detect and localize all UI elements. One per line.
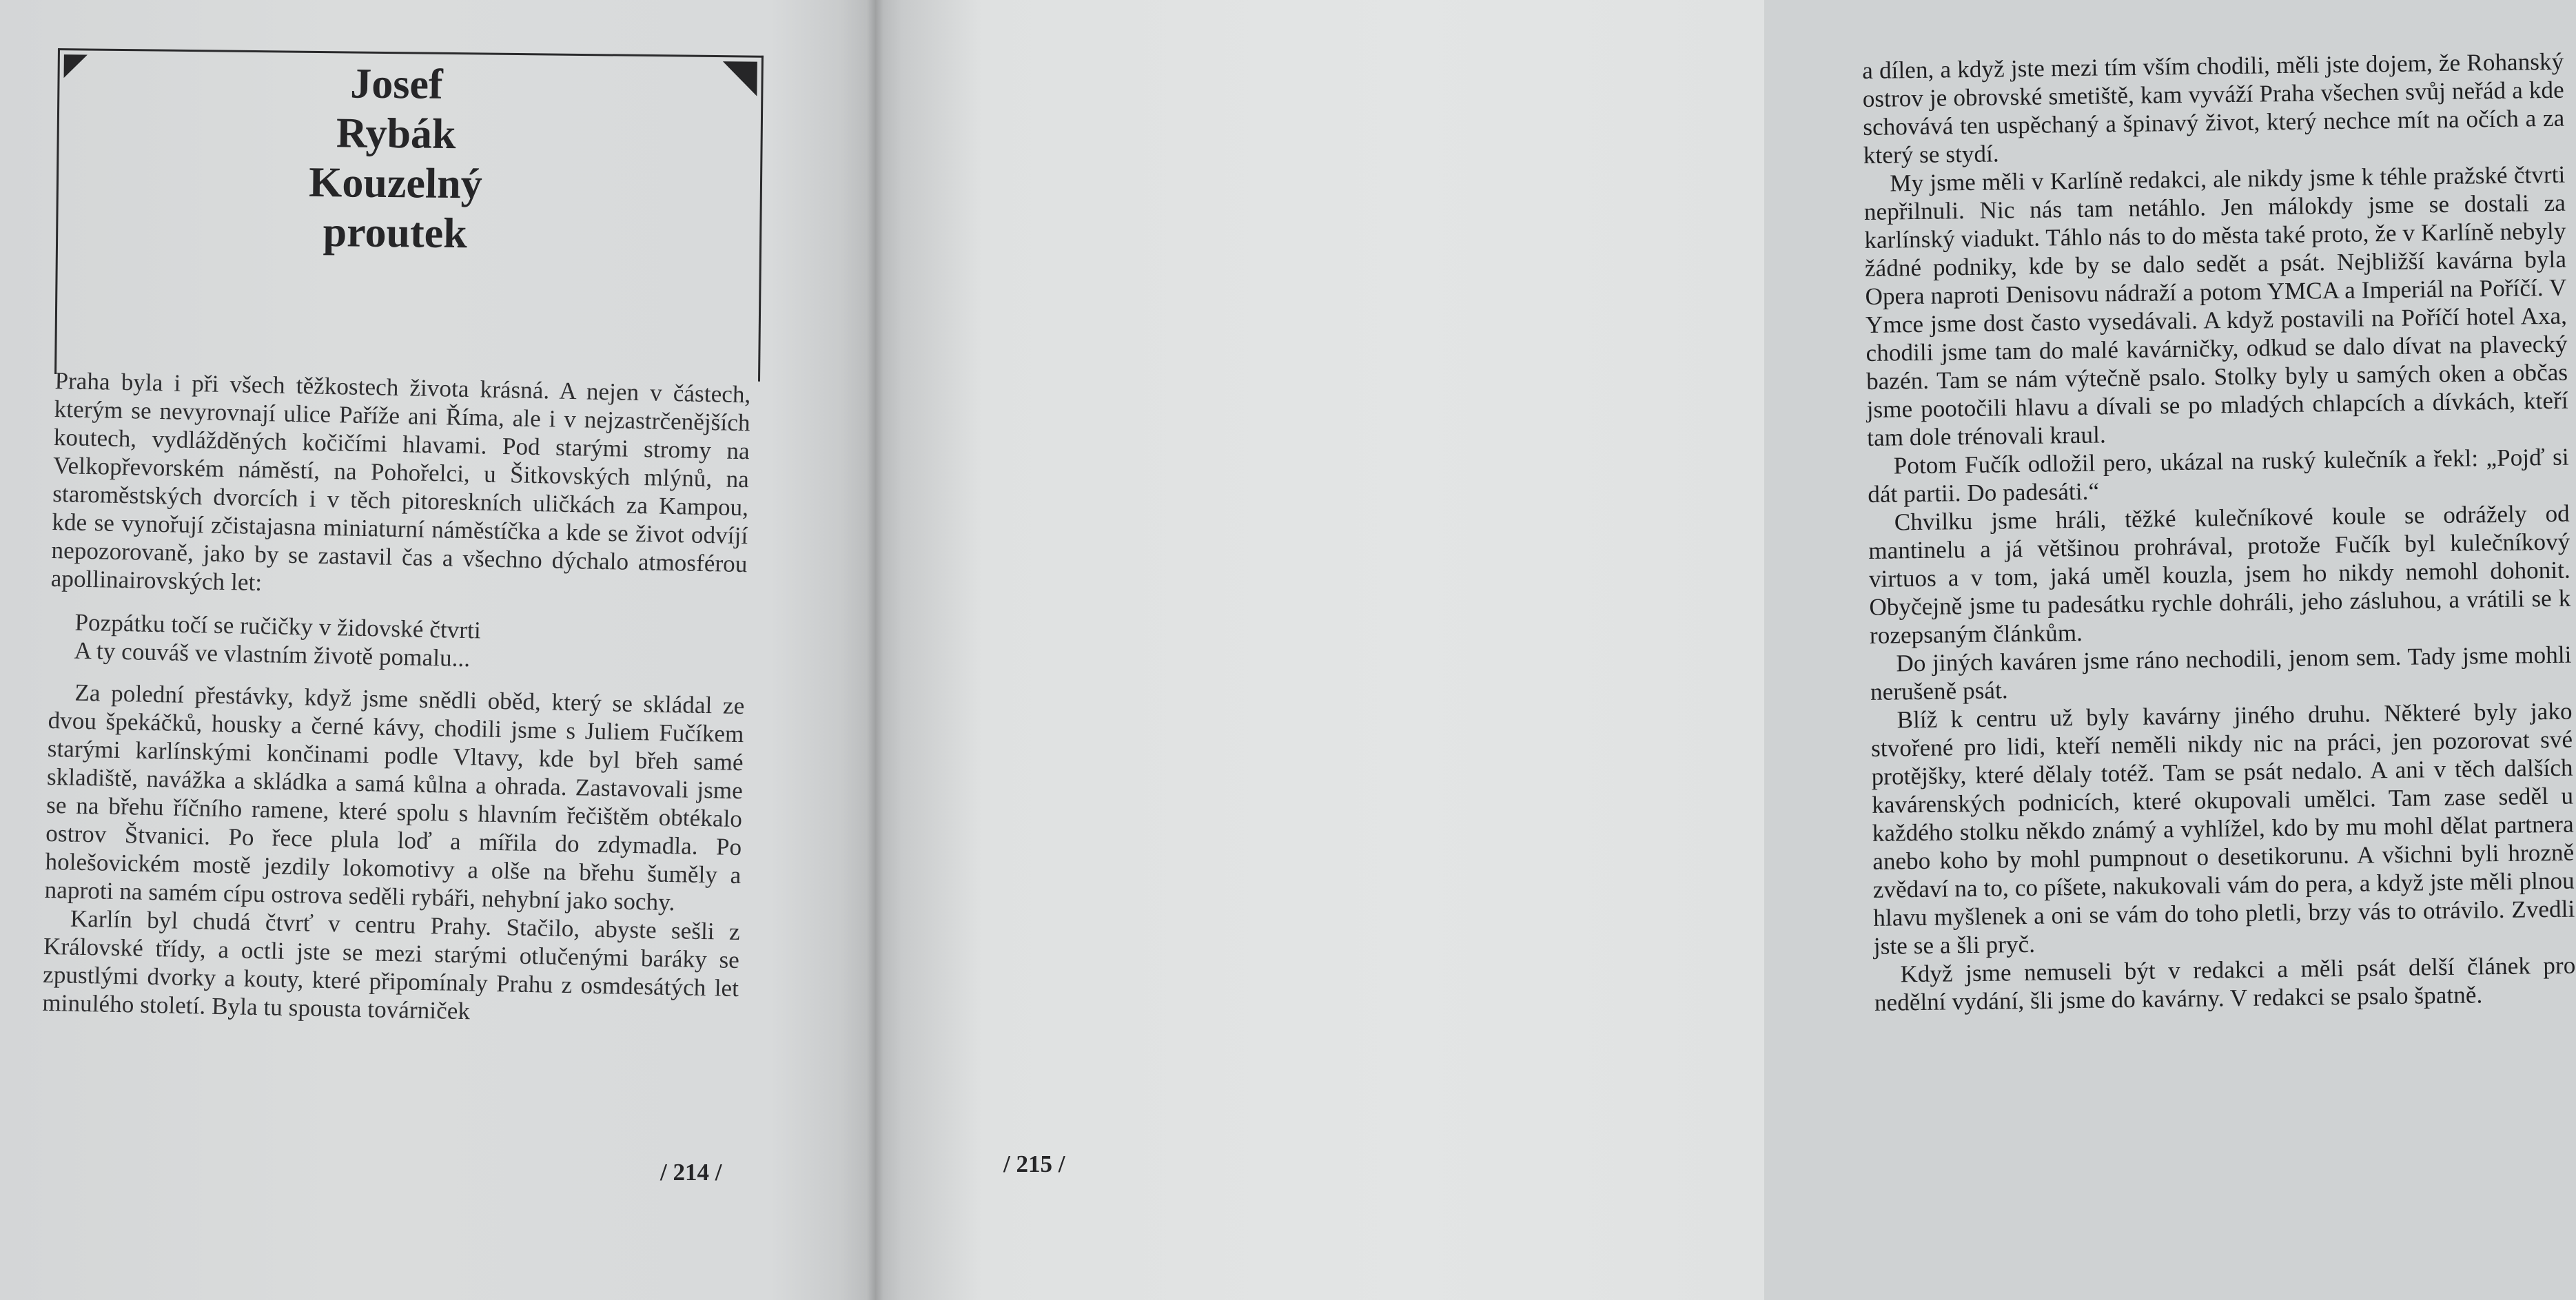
- paragraph: Potom Fučík odložil pero, ukázal na ruský kulečník a řekl: „Pojď si dát partii. Do padesáti.“: [1868, 443, 2569, 508]
- right-page-body: [1862, 48, 2576, 1017]
- paragraph: Chvilku jsme hráli, těžké kulečníkové koule se odrážely od mantinelu a já většinou prohrával, protože Fučík byl kulečníkový virtuos a v tom, jaká uměl kouzla, jsem ho nikdy nemohl dohonit. Obyčejně jsme tu padesátku rychle dohráli, jeho zásluhou, a vrátili se k rozepsaným článkům.: [1868, 499, 2571, 649]
- verse-line: A ty couváš ve vlastním životě pomalu...: [74, 637, 471, 672]
- paragraph: Když jsme nemuseli být v redakci a měli psát delší článek pro nedělní vydání, šli jsme do kavárny. V redakci se psalo špatně.: [1874, 951, 2576, 1016]
- chapter-title: [58, 56, 761, 262]
- title-line-1: Kouzelný: [308, 158, 483, 208]
- paragraph: Praha byla i při všech těžkostech života krásná. A nejen v částech, kterým se nevyrovnají ulice Paříže ani Říma, ale i v nejzastrčenějších koutech, vydlážděných kočičími hlavami. Pod starými stromy na Velkopřevorském náměstí, na Pohořelci, u Šitkovských mlýnů, na staroměstských dvorcích i v těch pitoreskních uličkách za Kampou, kde se vynořují zčistajasna miniaturní náměstíčka a kde se život odvíjí nepozorovaně, jako by se zastavil čas a všechno dýchalo atmosférou apollinairovských let:: [50, 367, 751, 597]
- page-number: / 215 /: [1003, 1151, 1065, 1177]
- title-line-2: proutek: [323, 209, 468, 258]
- author-last-name: Rybák: [336, 110, 456, 158]
- paragraph: Karlín byl chudá čtvrť v centru Prahy. Stačilo, abyste sešli z Královské třídy, a octli jste se mezi starými otlučenými baráky se zpustlými dvorky a kouty, které připomínaly Prahu z osmdesátých let minulého století. Byla tu spousta továrniček: [42, 905, 741, 1025]
- paragraph: Za polední přestávky, když jsme snědli oběd, který se skládal ze dvou špekáčků, housky a černé kávy, chodili jsme s Juliem Fučíkem starými karlínskými končinami podle Vltavy, kde byl břeh samé skladiště, navážka a skládka a samá kůlna a ohrada. Zastavovali jsme se na břehu říčního ramene, které spolu s hlavním řečištěm obtékalo ostrov Štvanici. Po řece plula loď a mířila do zdymadla. Po holešovickém mostě jezdily lokomotivy a olše na břehu šuměly a naproti na samém cípu ostrova seděli rybáři, nehybní jako sochy.: [44, 679, 745, 916]
- book-gutter: [867, 0, 883, 1300]
- left-page-body: [42, 367, 751, 1031]
- paragraph: Do jiných kaváren jsme ráno nechodili, jenom sem. Tady jsme mohli nerušeně psát.: [1870, 641, 2572, 705]
- verse-line: Pozpátku točí se ručičky v židovské čtvrti: [74, 608, 482, 644]
- author-first-name: Josef: [349, 60, 443, 108]
- chapter-title-box: [54, 48, 764, 382]
- paragraph: a dílen, a když jste mezi tím vším chodili, měli jste dojem, že Rohanský ostrov je obrovské smetiště, kam vyváží Praha všechen svůj neřád a kde schovává ten uspěchaný a špinavý život, který nechce mít na očích a za který se stydí.: [1862, 48, 2565, 169]
- paragraph: Blíž k centru už byly kavárny jiného druhu. Některé byly jako stvořené pro lidi, kteří neměli nikdy nic na práci, jen pozorovat své protějšky, které dělaly totéž. Tam se psát nedalo. A ani v těch dalších kavárenských podnicích, které okupovali umělci. Tam zase seděl u každého stolku někdo známý a vyhlížel, kdo by mu mohl dělat partnera anebo koho by mohl pumpnout o desetikorunu. A všichni byli hrozně zvědaví na to, co píšete, nakukovali vám do pera, a když jste měli plnou hlavu myšlenek a oni se vám do toho pletli, brzy vás to otrávilo. Zvedli jste se a šli pryč.: [1870, 697, 2575, 960]
- right-page: [875, 0, 2576, 1300]
- verse-quote: [74, 608, 746, 679]
- paragraph: My jsme měli v Karlíně redakci, ale nikdy jsme k téhle pražské čtvrti nepřilnuli. Nic nás tam netáhlo. Jen málokdy jsme se dostali za karlínský viadukt. Táhlo nás to do města také proto, že v Karlíně nebyly žádné podniky, kde by se dalo sedět a psát. Nejbližší kavárna byla Opera naproti Denisovu nádraží a potom YMCA a Imperiál na Poříčí. V Ymce jsme dost často vysedávali. A když postavili na Poříčí hotel Axa, chodili jsme tam do malé kavárničky, odkud se dalo dívat na plavecký bazén. Tam se nám výtečně psalo. Stolky byly u samých oken a občas jsme pootočili hlavu a dívali se po mladých chlapcích a dívkách, kteří tam dole trénovali kraul.: [1863, 161, 2568, 451]
- left-page: [0, 0, 875, 1300]
- page-number: / 214 /: [660, 1159, 722, 1186]
